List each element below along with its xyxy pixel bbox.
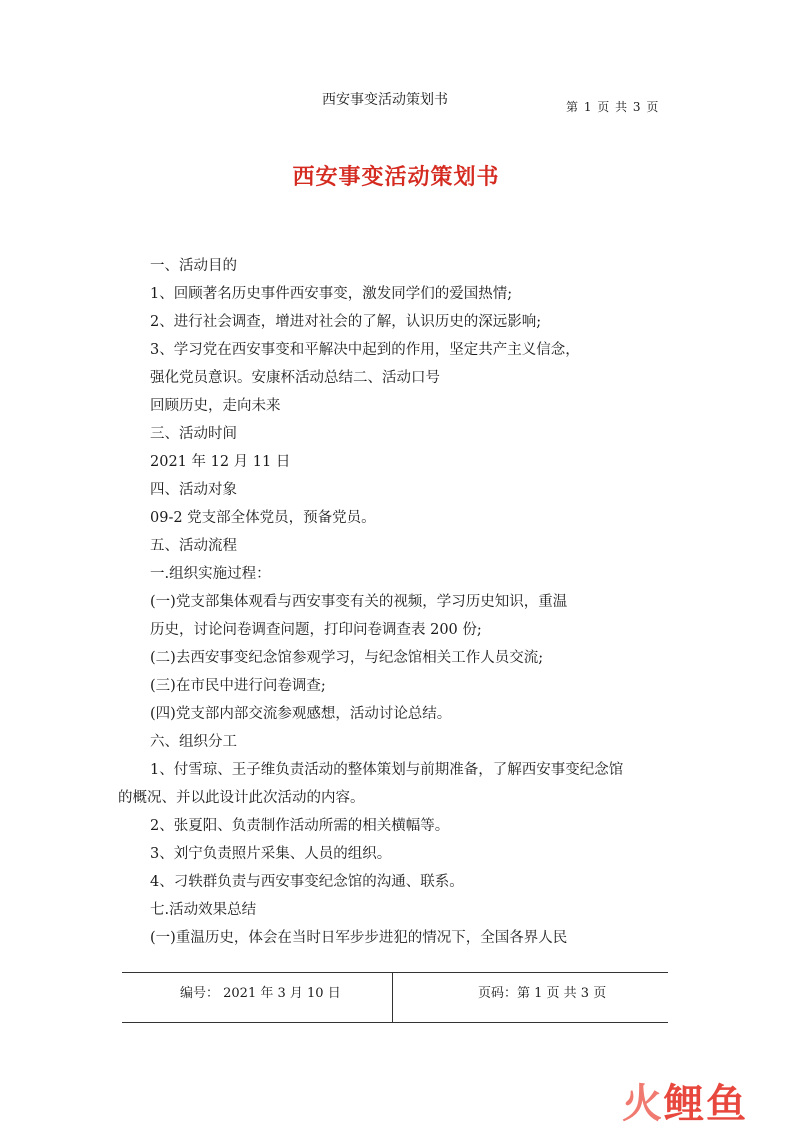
body-line: 4、刁轶群负责与西安事变纪念馆的沟通、联系。 (150, 874, 464, 890)
body-line: 2021 年 12 月 11 日 (150, 454, 291, 470)
section-heading-time: 三、活动时间 (150, 426, 237, 442)
body-line: (三)在市民中进行问卷调查; (150, 678, 326, 694)
section-heading-summary: 七.活动效果总结 (150, 902, 257, 918)
watermark-logo (622, 1072, 748, 1129)
footer-divider (392, 972, 393, 1023)
body-line: 1、付雪琼、王子维负责活动的整体策划与前期准备，了解西安事变纪念馆 (150, 762, 624, 778)
body-line: 1、回顾著名历史事件西安事变，激发同学们的爱国热情; (150, 286, 513, 302)
body-line: (一)党支部集体观看与西安事变有关的视频，学习历史知识，重温 (150, 594, 568, 610)
footer-number: 编号： 2021 年 3 月 10 日 (180, 986, 341, 1001)
page-title: 西安事变活动策划书 (292, 164, 500, 190)
body-line: 3、刘宁负责照片采集、人员的组织。 (150, 846, 392, 862)
section-heading-division: 六、组织分工 (150, 734, 237, 750)
body-line: 的概况、并以此设计此次活动的内容。 (118, 790, 365, 806)
body-line: 2、张夏阳、负责制作活动所需的相关横幅等。 (150, 818, 450, 834)
body-line: 3、学习党在西安事变和平解决中起到的作用，坚定共产主义信念， (150, 342, 580, 358)
footer-bottom-rule (122, 1022, 668, 1023)
section-heading-process: 五、活动流程 (150, 538, 237, 554)
watermark-char-carp: 鲤鱼 (664, 1081, 748, 1127)
footer-page-number: 页码：第 1 页 共 3 页 (478, 986, 607, 1001)
header-page-info: 第 1 页 共 3 页 (566, 100, 660, 114)
body-line: (四)党支部内部交流参观感想，活动讨论总结。 (150, 706, 452, 722)
document-body (118, 252, 678, 952)
body-line: 09-2 党支部全体党员，预备党员。 (150, 510, 376, 526)
body-line: (二)去西安事变纪念馆参观学习，与纪念馆相关工作人员交流; (150, 650, 544, 666)
section-heading-purpose: 一、活动目的 (150, 258, 237, 274)
body-line: 2、进行社会调查，增进对社会的了解，认识历史的深远影响; (150, 314, 542, 330)
watermark-char-fire: 火 (622, 1081, 664, 1127)
body-line: (一)重温历史，体会在当时日军步步进犯的情况下，全国各界人民 (150, 930, 568, 946)
footer-top-rule (122, 972, 668, 973)
body-line: 一.组织实施过程： (150, 566, 271, 582)
section-heading-audience: 四、活动对象 (150, 482, 237, 498)
body-line: 历史，讨论问卷调查问题，打印问卷调查表 200 份; (150, 622, 482, 638)
body-line: 强化党员意识。安康杯活动总结二、活动口号 (150, 370, 440, 386)
header-document-title: 西安事变活动策划书 (322, 92, 448, 108)
body-line: 回顾历史，走向未来 (150, 398, 281, 414)
